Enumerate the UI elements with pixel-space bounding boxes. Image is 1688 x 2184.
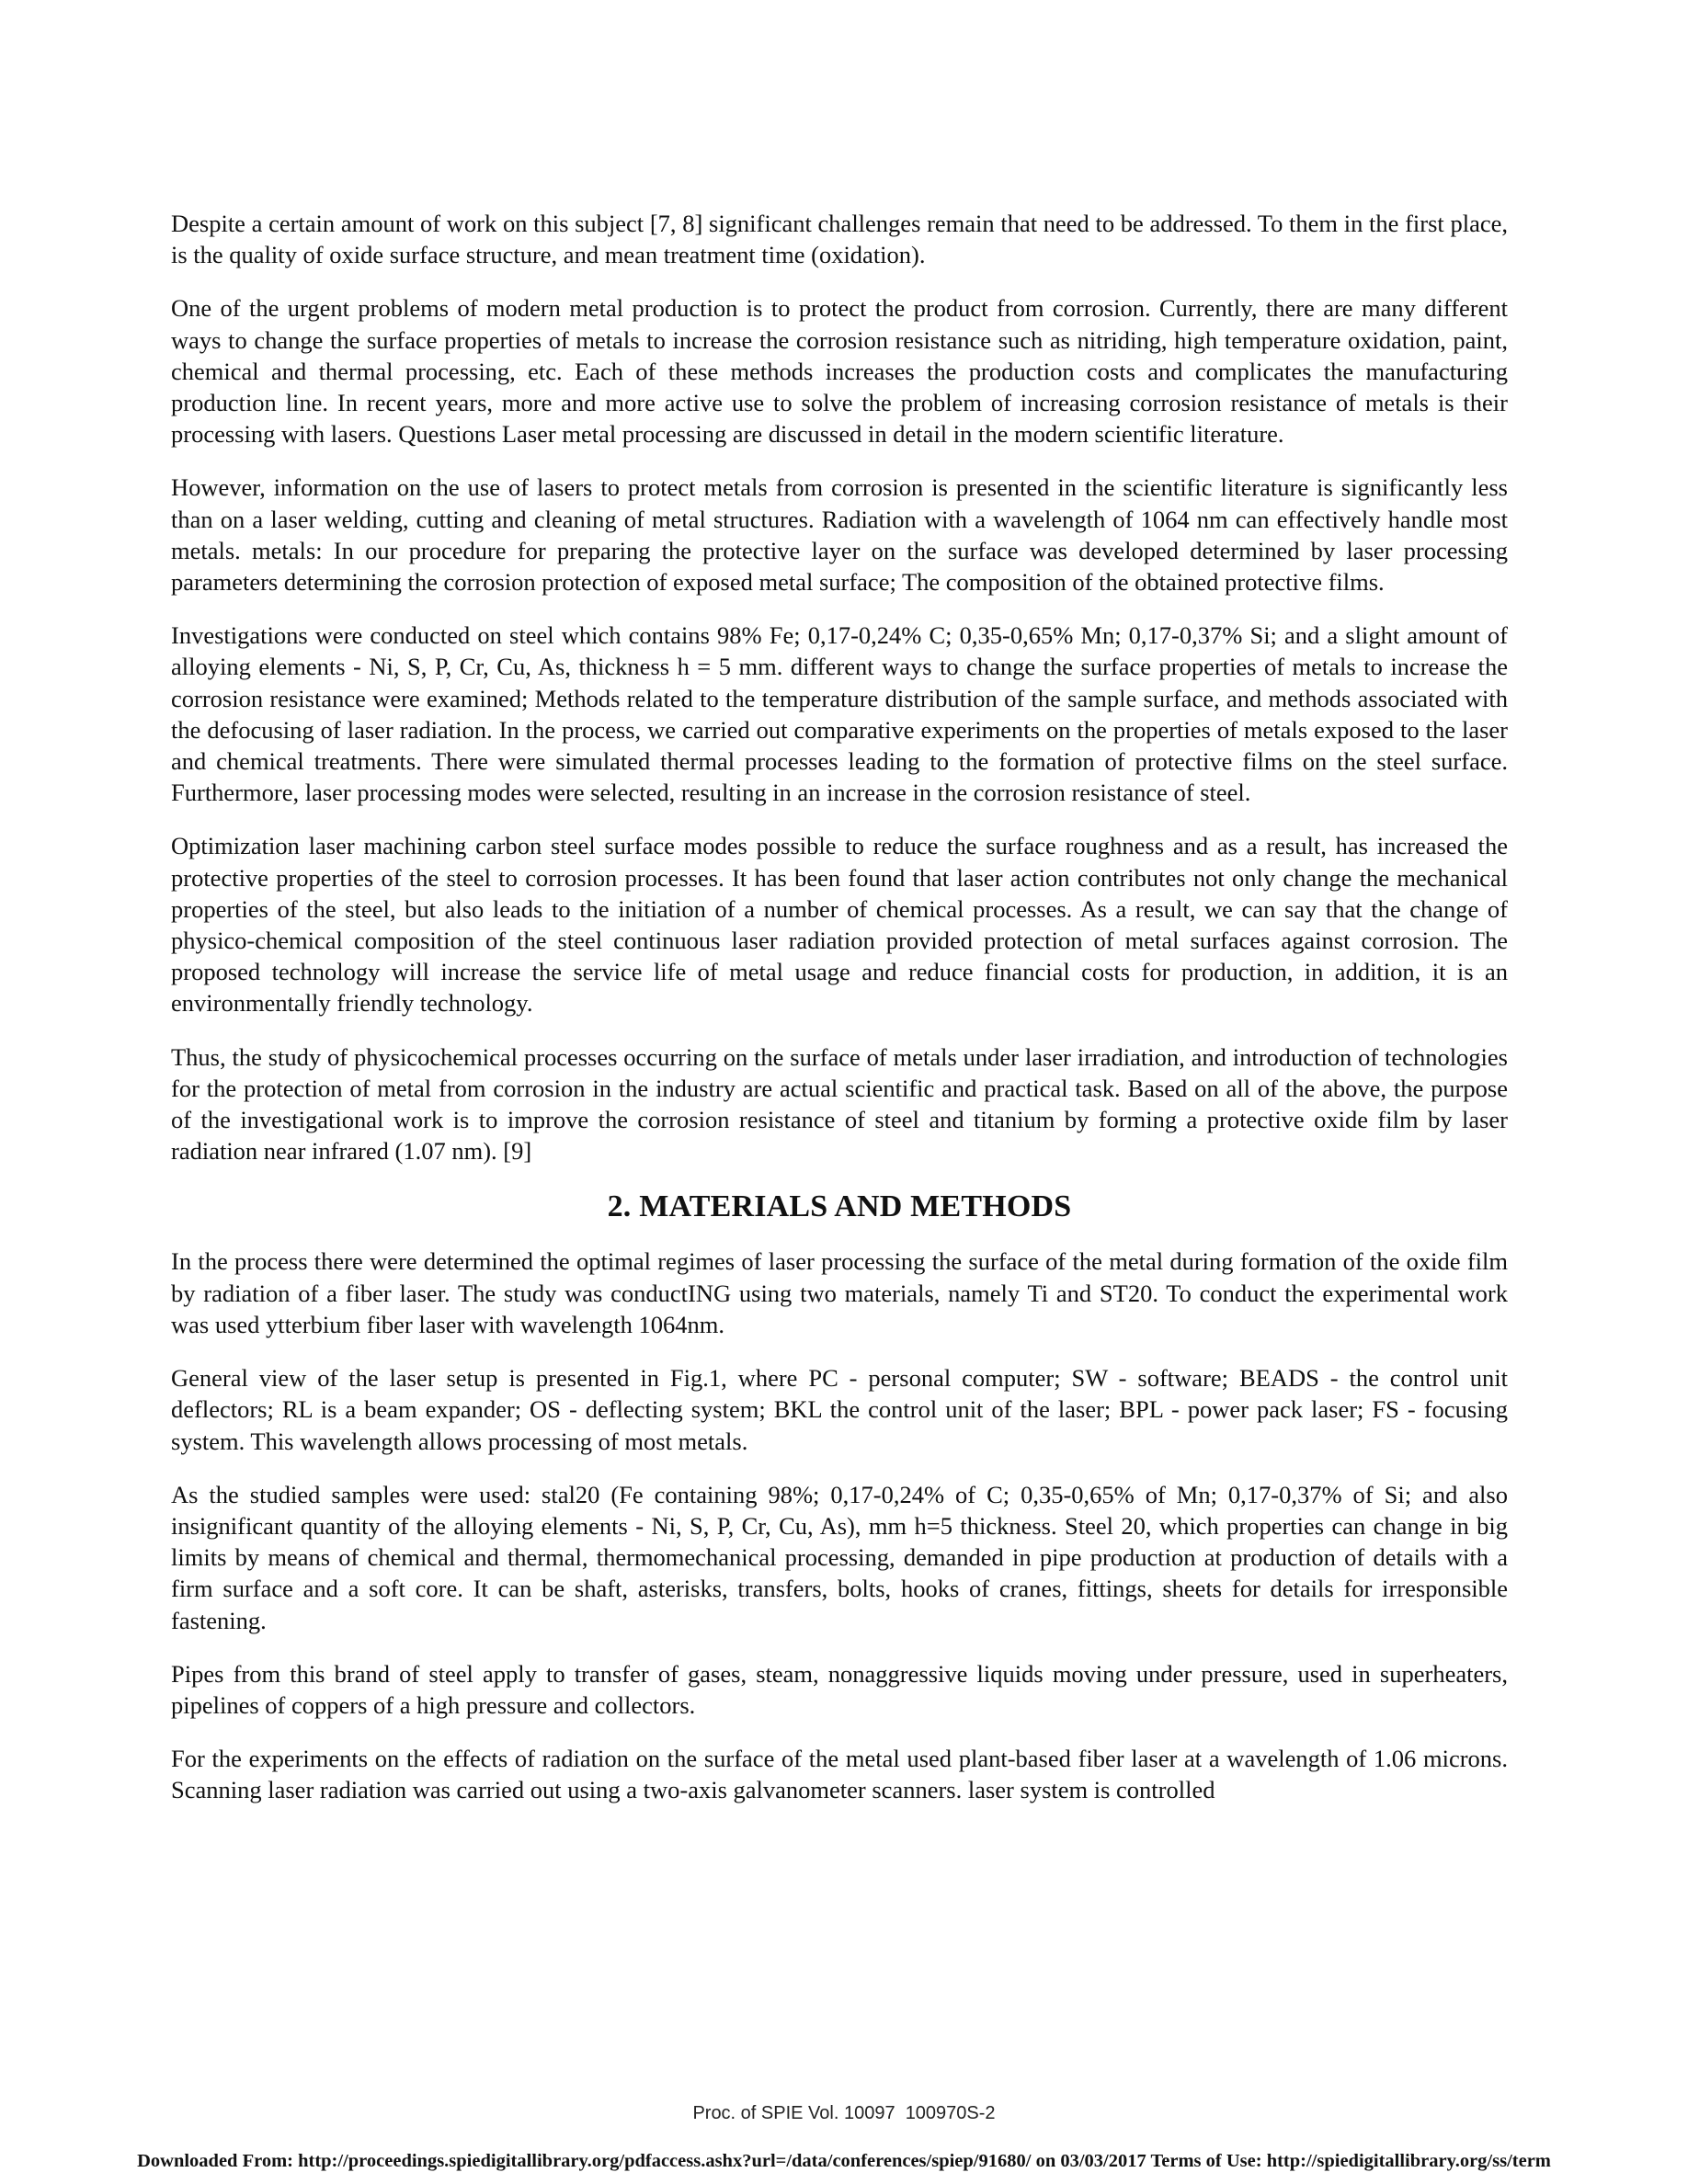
download-notice: Downloaded From: http://proceedings.spiedigitallibrary.org/pdfaccess.ashx?url=/data/conferences/spiep/91680/ on 03/03/2017 Terms of Use: http://spiedigitallibrary.org/ss/term bbox=[137, 2151, 1551, 2171]
body-paragraph: Optimization laser machining carbon steel surface modes possible to reduce the surface roughness and as a result, has increased the protective properties of the steel to corrosion processes. It has been found that laser action contributes not only change the mechanical properties of the steel, but also leads to the initiation of a number of chemical processes. As a result, we can say that the change of physico-chemical composition of the steel continuous laser radiation provided protection of metal surfaces against corrosion. The proposed technology will increase the service life of metal usage and reduce financial costs for production, in addition, it is an environmentally friendly technology. bbox=[171, 832, 1508, 1018]
body-paragraph: Despite a certain amount of work on this subject [7, 8] significant challenges remain that need to be addressed. To them in the first place, is the quality of oxide surface structure, and mean treatment time (oxidation). bbox=[171, 210, 1508, 269]
proceedings-footer: Proc. of SPIE Vol. 10097 100970S-2 bbox=[692, 2103, 996, 2123]
body-paragraph: For the experiments on the effects of radiation on the surface of the metal used plant-based fiber laser at a wavelength of 1.06 microns. Scanning laser radiation was carried out using a two-axis galvanometer scanners. laser system is controlled bbox=[171, 1745, 1508, 1804]
body-paragraph: However, information on the use of lasers to protect metals from corrosion is presented in the scientific literature is significantly less than on a laser welding, cutting and cleaning of metal structures. Radiation with a wavelength of 1064 nm can effectively handle most metals. metals: In our procedure for preparing the protective layer on the surface was developed determined by laser processing parameters determining the corrosion protection of exposed metal surface; The composition of the obtained protective films. bbox=[171, 473, 1508, 597]
body-paragraph: General view of the laser setup is presented in Fig.1, where PC - personal computer; SW - software; BEADS - the control unit deflectors; RL is a beam expander; OS - deflecting system; BKL the control unit of the laser; BPL - power pack laser; FS - focusing system. This wavelength allows processing of most metals. bbox=[171, 1364, 1508, 1455]
body-paragraph: One of the urgent problems of modern metal production is to protect the product from corrosion. Currently, there are many different ways to change the surface properties of metals to increase the corrosion resistance such as nitriding, high temperature oxidation, paint, chemical and thermal processing, etc. Each of these methods increases the production costs and complicates the manufacturing production line. In recent years, more and more active use to solve the problem of increasing corrosion resistance of metals is their processing with lasers. Questions Laser metal processing are discussed in detail in the modern scientific literature. bbox=[171, 294, 1508, 449]
body-paragraph: Pipes from this brand of steel apply to transfer of gases, steam, nonaggressive liquids moving under pressure, used in superheaters, pipelines of coppers of a high pressure and collectors. bbox=[171, 1659, 1508, 1719]
section-heading: 2. MATERIALS AND METHODS bbox=[607, 1189, 1072, 1224]
body-paragraph: As the studied samples were used: stal20 (Fe containing 98%; 0,17-0,24% of C; 0,35-0,65% of Mn; 0,17-0,37% of Si; and also insignificant quantity of the alloying elements - Ni, S, P, Cr, Cu, As), mm h=5 thickness. Steel 20, which properties can change in big limits by means of chemical and thermal, thermomechanical processing, demanded in pipe production at production of details with a firm surface and a soft core. It can be shaft, asterisks, transfers, bolts, hooks of cranes, fittings, sheets for details for irresponsible fastening. bbox=[171, 1480, 1508, 1634]
body-paragraph: Investigations were conducted on steel which contains 98% Fe; 0,17-0,24% C; 0,35-0,65% Mn; 0,17-0,37% Si; and a slight amount of alloying elements - Ni, S, P, Cr, Cu, As, thickness h = 5 mm. different ways to change the surface properties of metals to increase the corrosion resistance were examined; Methods related to the temperature distribution of the sample surface, and methods associated with the defocusing of laser radiation. In the process, we carried out comparative experiments on the properties of metals exposed to the laser and chemical treatments. There were simulated thermal processes leading to the formation of protective films on the steel surface. Furthermore, laser processing modes were selected, resulting in an increase in the corrosion resistance of steel. bbox=[171, 621, 1508, 807]
page-content bbox=[171, 208, 1508, 1828]
body-paragraph: In the process there were determined the optimal regimes of laser processing the surface of the metal during formation of the oxide film by radiation of a fiber laser. The study was conductING using two materials, namely Ti and ST20. To conduct the experimental work was used ytterbium fiber laser with wavelength 1064nm. bbox=[171, 1247, 1508, 1338]
body-paragraph: Thus, the study of physicochemical processes occurring on the surface of metals under laser irradiation, and introduction of technologies for the protection of metal from corrosion in the industry are actual scientific and practical task. Based on all of the above, the purpose of the investigational work is to improve the corrosion resistance of steel and titanium by forming a protective oxide film by laser radiation near infrared (1.07 nm). [9] bbox=[171, 1042, 1508, 1166]
